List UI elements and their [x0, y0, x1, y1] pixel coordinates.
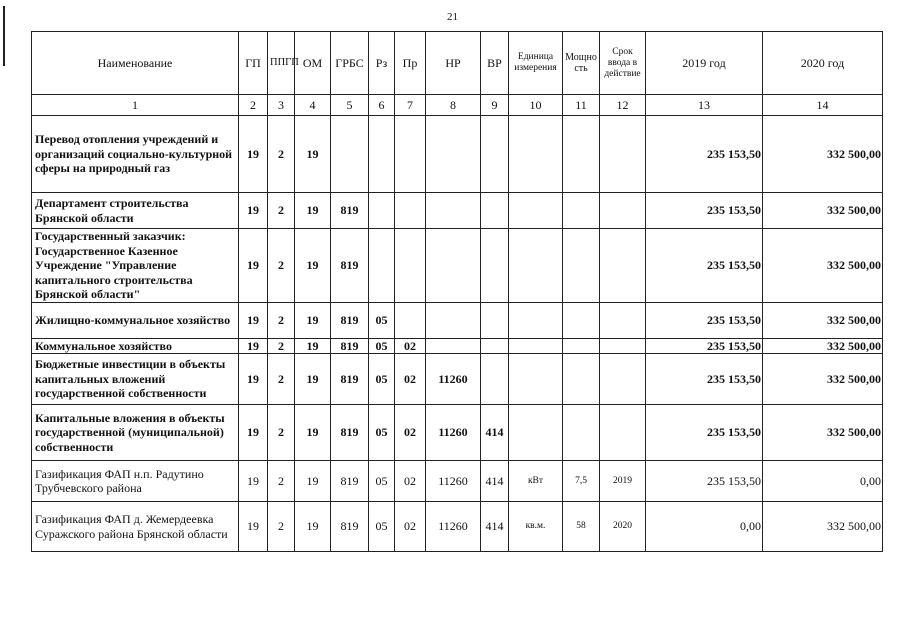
cell-rz: 05 — [369, 461, 395, 502]
cell-om: 19 — [295, 229, 331, 303]
cell-gp: 19 — [239, 461, 268, 502]
cell-power — [563, 354, 600, 405]
column-number: 6 — [369, 95, 395, 116]
cell-gp: 19 — [239, 302, 268, 338]
cell-name: Капитальные вложения в объекты государственной (муниципальной) собственности — [32, 405, 239, 461]
cell-rz: 05 — [369, 354, 395, 405]
cell-pr: 02 — [395, 338, 426, 354]
cell-rz: 05 — [369, 338, 395, 354]
header-2020: 2020 год — [763, 32, 883, 95]
cell-gp: 19 — [239, 193, 268, 229]
cell-y2020: 332 500,00 — [763, 116, 883, 193]
cell-y2019: 235 153,50 — [646, 193, 763, 229]
cell-term: 2020 — [600, 502, 646, 552]
column-number: 12 — [600, 95, 646, 116]
table-row — [32, 405, 883, 461]
column-number: 3 — [268, 95, 295, 116]
cell-pr: 02 — [395, 461, 426, 502]
column-number: 4 — [295, 95, 331, 116]
cell-pr — [395, 193, 426, 229]
cell-term — [600, 354, 646, 405]
cell-term — [600, 229, 646, 303]
table-row — [32, 502, 883, 552]
cell-rz: 05 — [369, 302, 395, 338]
cell-om: 19 — [295, 461, 331, 502]
cell-nr — [426, 338, 481, 354]
cell-rz — [369, 229, 395, 303]
cell-vr: 414 — [481, 405, 509, 461]
header-grbs: ГРБС — [331, 32, 369, 95]
cell-term — [600, 302, 646, 338]
table-row — [32, 116, 883, 193]
cell-power — [563, 229, 600, 303]
cell-term — [600, 116, 646, 193]
cell-grbs: 819 — [331, 354, 369, 405]
header-name: Наименование — [32, 32, 239, 95]
cell-term — [600, 193, 646, 229]
cell-nr: 11260 — [426, 354, 481, 405]
cell-y2019: 235 153,50 — [646, 354, 763, 405]
cell-unit: кВт — [509, 461, 563, 502]
cell-grbs: 819 — [331, 302, 369, 338]
column-number: 7 — [395, 95, 426, 116]
cell-y2019: 235 153,50 — [646, 338, 763, 354]
cell-nr — [426, 229, 481, 303]
cell-om: 19 — [295, 116, 331, 193]
cell-y2019: 0,00 — [646, 502, 763, 552]
cell-vr: 414 — [481, 461, 509, 502]
cell-term: 2019 — [600, 461, 646, 502]
cell-unit — [509, 405, 563, 461]
cell-grbs: 819 — [331, 338, 369, 354]
header-rz: Рз — [369, 32, 395, 95]
cell-y2019: 235 153,50 — [646, 461, 763, 502]
column-number: 11 — [563, 95, 600, 116]
column-number: 5 — [331, 95, 369, 116]
cell-term — [600, 338, 646, 354]
cell-gp: 19 — [239, 116, 268, 193]
cell-grbs: 819 — [331, 502, 369, 552]
cell-vr — [481, 302, 509, 338]
cell-ppgp: 2 — [268, 116, 295, 193]
cell-ppgp: 2 — [268, 229, 295, 303]
cell-name: Государственный заказчик: Государственное Казенное Учреждение "Управление капитального строительства Брянской области" — [32, 229, 239, 303]
page-number: 21 — [447, 11, 458, 23]
cell-om: 19 — [295, 405, 331, 461]
cell-nr: 11260 — [426, 405, 481, 461]
cell-om: 19 — [295, 354, 331, 405]
cell-power — [563, 116, 600, 193]
cell-rz: 05 — [369, 405, 395, 461]
cell-unit — [509, 354, 563, 405]
cell-om: 19 — [295, 338, 331, 354]
cell-term — [600, 405, 646, 461]
cell-nr: 11260 — [426, 502, 481, 552]
cell-gp: 19 — [239, 502, 268, 552]
cell-ppgp: 2 — [268, 461, 295, 502]
cell-y2020: 332 500,00 — [763, 193, 883, 229]
cell-name: Департамент строительства Брянской области — [32, 193, 239, 229]
cell-y2020: 332 500,00 — [763, 302, 883, 338]
column-number: 10 — [509, 95, 563, 116]
cell-y2019: 235 153,50 — [646, 229, 763, 303]
cell-om: 19 — [295, 502, 331, 552]
cell-gp: 19 — [239, 229, 268, 303]
cell-name: Газификация ФАП д. Жемердеевка Суражского района Брянской области — [32, 502, 239, 552]
header-gp: ГП — [239, 32, 268, 95]
cell-rz: 05 — [369, 502, 395, 552]
column-number: 2 — [239, 95, 268, 116]
header-row — [32, 32, 883, 95]
cell-y2019: 235 153,50 — [646, 302, 763, 338]
cell-pr — [395, 116, 426, 193]
cell-ppgp: 2 — [268, 338, 295, 354]
cell-nr — [426, 193, 481, 229]
cell-grbs: 819 — [331, 193, 369, 229]
cell-nr — [426, 116, 481, 193]
cell-unit: кв.м. — [509, 502, 563, 552]
cell-gp: 19 — [239, 338, 268, 354]
cell-y2019: 235 153,50 — [646, 405, 763, 461]
column-number-row — [32, 95, 883, 116]
cell-rz — [369, 116, 395, 193]
cell-y2020: 332 500,00 — [763, 405, 883, 461]
cell-power — [563, 338, 600, 354]
cell-vr — [481, 193, 509, 229]
cell-y2020: 332 500,00 — [763, 502, 883, 552]
cell-unit — [509, 338, 563, 354]
table-row — [32, 461, 883, 502]
cell-name: Перевод отопления учреждений и организаций социально-культурной сферы на природный газ — [32, 116, 239, 193]
column-number: 13 — [646, 95, 763, 116]
cell-y2020: 332 500,00 — [763, 354, 883, 405]
cell-om: 19 — [295, 302, 331, 338]
cell-pr: 02 — [395, 354, 426, 405]
cell-name: Жилищно-коммунальное хозяйство — [32, 302, 239, 338]
cell-pr: 02 — [395, 405, 426, 461]
header-power: Мощность — [563, 32, 600, 95]
cell-vr: 414 — [481, 502, 509, 552]
cell-name: Бюджетные инвестиции в объекты капитальных вложений государственной собственности — [32, 354, 239, 405]
cell-y2020: 0,00 — [763, 461, 883, 502]
table-row — [32, 193, 883, 229]
column-number: 8 — [426, 95, 481, 116]
cell-power: 7,5 — [563, 461, 600, 502]
header-om: ОМ — [295, 32, 331, 95]
cell-ppgp: 2 — [268, 302, 295, 338]
cell-grbs: 819 — [331, 405, 369, 461]
cell-gp: 19 — [239, 405, 268, 461]
table-row — [32, 354, 883, 405]
cell-unit — [509, 193, 563, 229]
cell-power: 58 — [563, 502, 600, 552]
cell-gp: 19 — [239, 354, 268, 405]
cell-grbs: 819 — [331, 461, 369, 502]
header-vr: ВР — [481, 32, 509, 95]
cell-vr — [481, 229, 509, 303]
header-pr: Пр — [395, 32, 426, 95]
cell-ppgp: 2 — [268, 502, 295, 552]
cell-unit — [509, 229, 563, 303]
table-row — [32, 302, 883, 338]
cell-unit — [509, 302, 563, 338]
cell-pr: 02 — [395, 502, 426, 552]
cell-name: Газификация ФАП н.п. Радутино Трубчевского района — [32, 461, 239, 502]
cell-vr — [481, 338, 509, 354]
header-2019: 2019 год — [646, 32, 763, 95]
header-nr: НР — [426, 32, 481, 95]
cell-unit — [509, 116, 563, 193]
cell-power — [563, 302, 600, 338]
cell-pr — [395, 302, 426, 338]
table-body — [32, 116, 883, 552]
cell-vr — [481, 354, 509, 405]
header-term: Срок ввода в действие — [600, 32, 646, 95]
cell-name: Коммунальное хозяйство — [32, 338, 239, 354]
column-number: 14 — [763, 95, 883, 116]
cell-om: 19 — [295, 193, 331, 229]
cell-grbs — [331, 116, 369, 193]
cell-nr: 11260 — [426, 461, 481, 502]
cell-ppgp: 2 — [268, 193, 295, 229]
cell-pr — [395, 229, 426, 303]
column-number: 1 — [32, 95, 239, 116]
cell-nr — [426, 302, 481, 338]
cell-y2020: 332 500,00 — [763, 229, 883, 303]
table-row — [32, 338, 883, 354]
header-ppgp: ППГП — [268, 32, 295, 95]
header-unit: Единица измерения — [509, 32, 563, 95]
cell-ppgp: 2 — [268, 405, 295, 461]
cell-power — [563, 405, 600, 461]
cell-y2020: 332 500,00 — [763, 338, 883, 354]
column-number: 9 — [481, 95, 509, 116]
cell-power — [563, 193, 600, 229]
budget-table — [31, 31, 883, 552]
cell-rz — [369, 193, 395, 229]
cell-ppgp: 2 — [268, 354, 295, 405]
cell-y2019: 235 153,50 — [646, 116, 763, 193]
cell-grbs: 819 — [331, 229, 369, 303]
table-row — [32, 229, 883, 303]
cell-vr — [481, 116, 509, 193]
